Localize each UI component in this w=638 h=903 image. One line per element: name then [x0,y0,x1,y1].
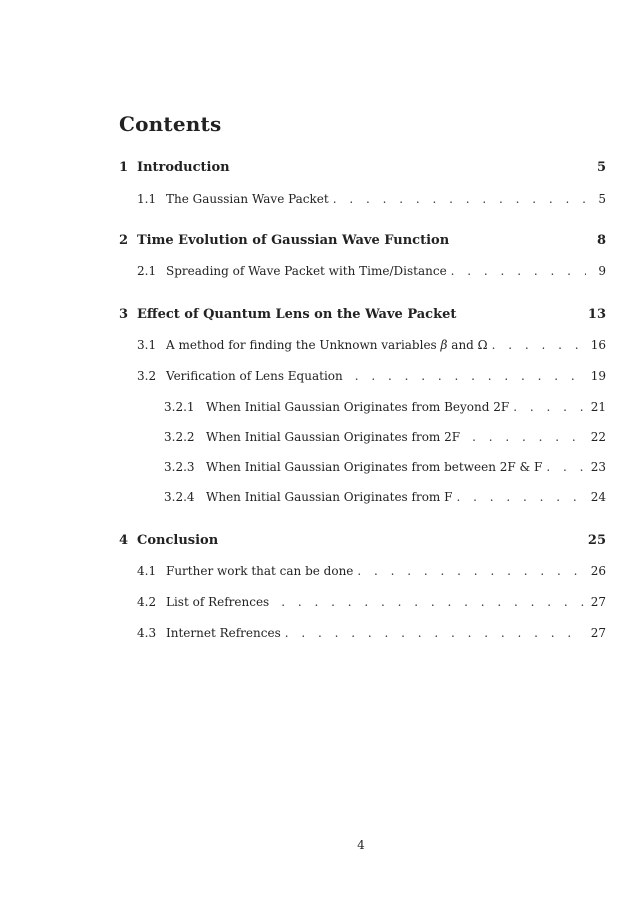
toc-section-3-1[interactable] [137,338,606,352]
subsection-title: When Initial Gaussian Originates from between 2F & F [206,460,543,474]
section-title: List of Refrences [166,595,270,609]
page-number: 27 [590,626,606,640]
omega-symbol: Ω [477,338,488,352]
section-title [166,338,488,352]
section-number: 2.1 [137,264,157,278]
subsection-number: 3.2.1 [164,400,195,414]
page-number: 9 [598,264,606,278]
toc-section-4-3[interactable] [137,626,606,640]
section-number: 4.3 [137,626,157,640]
dot-leader [355,369,585,383]
dot-leader [285,626,585,640]
page-number: 21 [590,400,606,414]
page-number: 24 [590,490,606,504]
toc-subsection-3-2-2[interactable] [164,430,606,444]
chapter-title: Conclusion [137,533,219,548]
chapter-number: 1 [119,160,129,175]
section-title: The Gaussian Wave Packet [166,192,329,206]
section-title: Internet Refrences [166,626,281,640]
toc-heading: Contents [119,112,222,136]
dot-leader [472,430,585,444]
dot-leader [281,595,585,609]
chapter-title: Introduction [137,160,230,175]
toc-subsection-3-2-3[interactable] [164,460,606,474]
subsection-number: 3.2.3 [164,460,195,474]
page-number: 27 [590,595,606,609]
page-number: 25 [587,533,606,548]
toc-chapter-3[interactable] [119,307,606,322]
section-number: 1.1 [137,192,157,206]
subsection-number: 3.2.4 [164,490,195,504]
section-number: 4.1 [137,564,157,578]
dot-leader [513,400,585,414]
dot-leader [333,192,586,206]
toc-chapter-2[interactable] [119,233,606,248]
page-number: 8 [596,233,606,248]
toc-section-3-2[interactable] [137,369,606,383]
page-number: 22 [590,430,606,444]
toc-chapter-4[interactable] [119,533,606,548]
page-number: 13 [587,307,606,322]
section-title: Verification of Lens Equation [166,369,343,383]
subsection-number: 3.2.2 [164,430,195,444]
subsection-title: When Initial Gaussian Originates from Beyond 2F [206,400,510,414]
section-number: 3.1 [137,338,157,352]
toc-subsection-3-2-4[interactable] [164,490,606,504]
dot-leader [456,490,584,504]
section-title: Further work that can be done [166,564,354,578]
toc-section-4-2[interactable] [137,595,606,609]
page-number: 5 [598,192,606,206]
beta-symbol: β [440,338,448,352]
chapter-title: Time Evolution of Gaussian Wave Function [137,233,450,248]
page-number: 5 [596,160,606,175]
chapter-number: 2 [119,233,129,248]
section-title-text: A method for finding the Unknown variables [166,338,441,352]
chapter-number: 4 [119,533,129,548]
toc-subsection-3-2-1[interactable] [164,400,606,414]
dot-leader [357,564,584,578]
page-footer-number: 4 [357,838,365,852]
toc-section-2-1[interactable] [137,264,606,278]
dot-leader [492,338,585,352]
dot-leader [546,460,584,474]
page-number: 16 [590,338,606,352]
section-number: 4.2 [137,595,157,609]
dot-leader [451,264,586,278]
page-number: 19 [590,369,606,383]
chapter-number: 3 [119,307,129,322]
section-number: 3.2 [137,369,157,383]
subsection-title: When Initial Gaussian Originates from 2F [206,430,461,444]
toc-section-4-1[interactable] [137,564,606,578]
page-number: 23 [590,460,606,474]
conjunction-text: and [447,338,478,352]
subsection-title: When Initial Gaussian Originates from F [206,490,453,504]
toc-chapter-1[interactable] [119,160,606,175]
chapter-title: Effect of Quantum Lens on the Wave Packet [137,307,457,322]
page-number: 26 [590,564,606,578]
toc-section-1-1[interactable] [137,192,606,206]
section-title: Spreading of Wave Packet with Time/Distance [166,264,447,278]
